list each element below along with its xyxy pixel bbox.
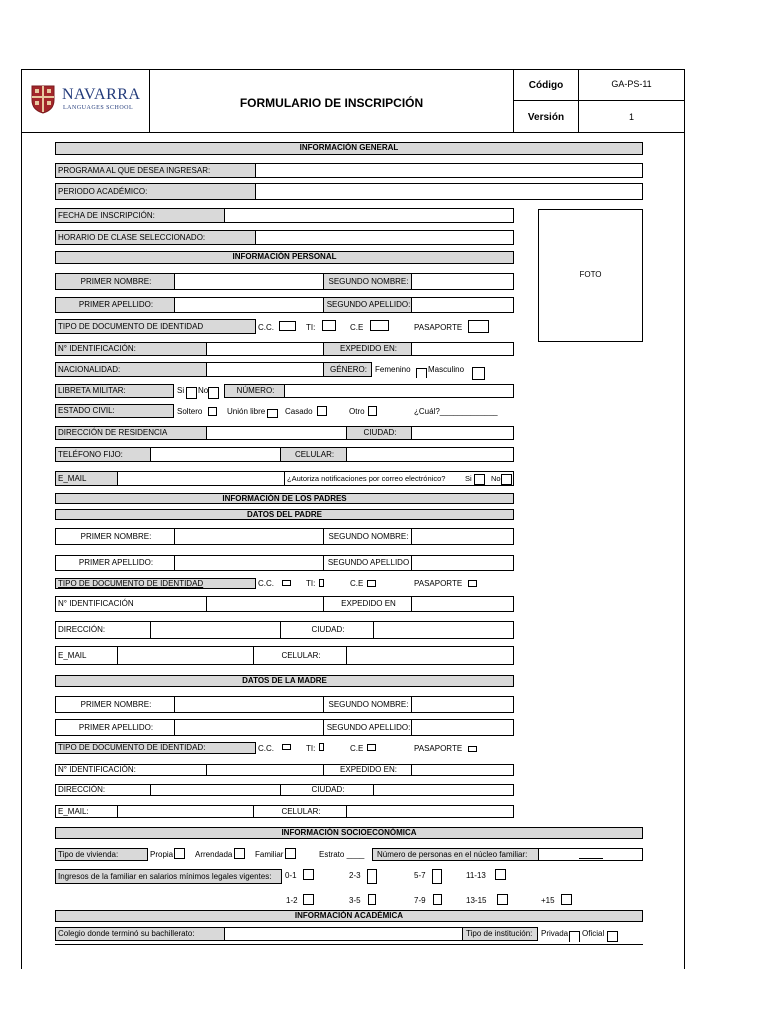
email-label-cell — [55, 471, 118, 486]
primer-apellido-label-cell — [55, 297, 175, 313]
segundo-apellido-label-cell — [323, 297, 412, 313]
p-email-input[interactable] — [117, 646, 254, 665]
direccion-label: DIRECCIÓN DE RESIDENCIA — [58, 428, 168, 437]
code-value-cell — [578, 69, 685, 101]
libreta-no-label: No — [198, 386, 209, 395]
m-primer-nombre-input[interactable] — [174, 696, 324, 713]
p-expedido-input[interactable] — [411, 596, 514, 612]
personas-input[interactable] — [538, 848, 643, 861]
p-primer-apellido-label: PRIMER APELLIDO: — [78, 558, 154, 567]
telefono-label-cell — [55, 447, 151, 462]
m-segundo-nombre-label: SEGUNDO NOMBRE: — [328, 700, 409, 709]
p-primer-nombre-label: PRIMER NOMBRE: — [80, 532, 152, 541]
section-informacion-padres: INFORMACIÓN DE LOS PADRES — [55, 493, 514, 504]
logo-subtitle: LANGUAGES SCHOOL — [63, 105, 134, 111]
tipo-institucion-label-cell — [462, 927, 538, 941]
nacionalidad-input[interactable] — [206, 362, 324, 377]
m-expedido-label-cell — [323, 764, 412, 776]
m-celular-label-cell — [253, 805, 347, 818]
arrendada-label: Arrendada — [195, 850, 233, 859]
code-label: Código — [528, 80, 564, 91]
m-cc-label: C.C. — [258, 744, 274, 753]
femenino-label: Femenino — [375, 365, 411, 374]
range-1-2-label: 1-2 — [286, 896, 298, 905]
m-primer-nombre-label-cell — [55, 696, 175, 713]
nacionalidad-label-cell — [55, 362, 207, 377]
vivienda-label-cell — [55, 848, 148, 861]
colegio-label: Colegio donde terminó su bachillerato: — [58, 929, 195, 938]
numero-label: NÚMERO: — [236, 386, 275, 395]
p-segundo-nombre-label: SEGUNDO NOMBRE: — [328, 532, 409, 541]
propia-label: Propia — [150, 850, 174, 859]
range-2-3-checkbox[interactable] — [367, 869, 377, 884]
cc-label: C.C. — [258, 323, 274, 332]
celular-label: CELULAR: — [294, 450, 335, 459]
colegio-label-cell — [55, 927, 225, 941]
email-input[interactable] — [117, 471, 285, 486]
p-tipo-doc-label: TIPO DE DOCUMENTO DE IDENTIDAD — [58, 579, 204, 588]
range-0-1-label: 0-1 — [285, 871, 297, 880]
primer-nombre-label: PRIMER NOMBRE: — [80, 277, 152, 286]
m-expedido-input[interactable] — [411, 764, 514, 776]
range-2-3-label: 2-3 — [349, 871, 361, 880]
logo-name: NAVARRA — [62, 86, 141, 103]
m-tipo-doc-label: TIPO DE DOCUMENTO DE IDENTIDAD: — [58, 743, 206, 752]
telefono-input[interactable] — [150, 447, 281, 462]
p-segundo-apellido-label-cell — [323, 555, 412, 571]
direccion-label-cell — [55, 426, 207, 440]
segundo-apellido-input[interactable] — [411, 297, 514, 313]
libreta-si-checkbox[interactable] — [186, 387, 197, 399]
bottom-rule — [55, 944, 643, 945]
otro-label: Otro — [349, 407, 365, 416]
autoriza-si-label: Si — [465, 474, 472, 483]
estado-civil-label-cell — [55, 404, 174, 418]
version-label: Versión — [527, 112, 565, 123]
m-celular-label: CELULAR: — [281, 807, 321, 816]
p-ti-label: TI: — [306, 579, 316, 588]
m-ce-checkbox[interactable] — [367, 744, 376, 751]
p-primer-apellido-input[interactable] — [174, 555, 324, 571]
identificacion-label-cell — [55, 342, 207, 356]
p-primer-apellido-label-cell — [55, 555, 175, 571]
m-pasaporte-checkbox[interactable] — [468, 746, 477, 752]
m-direccion-label-cell — [55, 784, 151, 796]
p-segundo-apellido-input[interactable] — [411, 555, 514, 571]
ce-checkbox[interactable] — [370, 320, 389, 331]
photo-label: FOTO — [579, 270, 602, 279]
p-tipo-doc-label-cell — [55, 578, 256, 589]
casado-label: Casado — [285, 407, 313, 416]
p-segundo-apellido-label: SEGUNDO APELLIDO — [327, 558, 410, 567]
autoriza-cell — [284, 471, 514, 486]
privada-checkbox[interactable] — [569, 931, 580, 942]
cual-label: ¿Cuál?_____________ — [414, 407, 498, 416]
code-label-cell — [513, 69, 579, 101]
m-identificacion-label-cell — [55, 764, 207, 776]
m-primer-apellido-input[interactable] — [174, 719, 324, 736]
p-pasaporte-label: PASAPORTE — [414, 579, 463, 588]
p-primer-nombre-input[interactable] — [174, 528, 324, 545]
propia-checkbox[interactable] — [174, 848, 185, 859]
ti-label: TI: — [306, 323, 316, 332]
m-pasaporte-label: PASAPORTE — [414, 744, 463, 753]
p-expedido-label-cell — [323, 596, 412, 612]
p-ciudad-input[interactable] — [373, 621, 514, 639]
p-ciudad-label-cell — [280, 621, 374, 639]
m-ti-label: TI: — [306, 744, 316, 753]
range-15-plus-checkbox[interactable] — [561, 894, 572, 905]
pasaporte-label: PASAPORTE — [414, 323, 463, 332]
section-informacion-personal: INFORMACIÓN PERSONAL — [55, 251, 514, 264]
oficial-label: Oficial — [582, 929, 605, 938]
m-expedido-label: EXPEDIDO EN: — [340, 765, 397, 774]
familiar-label: Familiar — [255, 850, 284, 859]
p-cc-label: C.C. — [258, 579, 274, 588]
horario-label: HORARIO DE CLASE SELECCIONADO: — [58, 233, 206, 242]
horario-label-cell — [55, 230, 256, 245]
p-email-label-cell — [55, 646, 118, 665]
periodo-label-cell — [55, 183, 256, 200]
segundo-apellido-label: SEGUNDO APELLIDO: — [326, 300, 411, 309]
expedido-input[interactable] — [411, 342, 514, 356]
range-7-9-label: 7-9 — [414, 896, 426, 905]
fecha-label-cell — [55, 208, 225, 223]
ingresos-label: Ingresos de la familiar en salarios mínimos legales vigentes: — [58, 872, 272, 881]
personas-label: Número de personas en el núcleo familiar: — [377, 850, 528, 859]
email-label: E_MAIL — [58, 474, 87, 483]
programa-label: PROGRAMA AL QUE DESEA INGRESAR: — [58, 166, 211, 175]
p-segundo-nombre-input[interactable] — [411, 528, 514, 545]
range-13-15-label: 13-15 — [466, 896, 487, 905]
direccion-input[interactable] — [206, 426, 347, 440]
libreta-label-cell — [55, 384, 174, 398]
libreta-no-checkbox[interactable] — [208, 387, 219, 399]
version-value-cell — [578, 100, 685, 133]
range-11-13-label: 11-13 — [466, 871, 486, 880]
telefono-label: TELÉFONO FIJO: — [58, 450, 123, 459]
m-primer-apellido-label-cell — [55, 719, 175, 736]
numero-label-cell — [224, 384, 285, 398]
genero-label: GÉNERO: — [330, 365, 367, 374]
p-identificacion-label: N° IDENTIFICACIÓN — [58, 599, 134, 608]
m-ciudad-input[interactable] — [373, 784, 514, 796]
p-ciudad-label: CIUDAD: — [311, 625, 345, 634]
periodo-label: PERIODO ACADÉMICO: — [58, 187, 148, 196]
periodo-input[interactable] — [255, 183, 643, 200]
m-tipo-doc-label-cell — [55, 742, 256, 754]
m-identificacion-label: N° IDENTIFICACIÓN: — [58, 765, 136, 774]
identificacion-label: N° IDENTIFICACIÓN: — [58, 344, 136, 353]
fecha-input[interactable] — [224, 208, 514, 223]
otro-checkbox[interactable] — [368, 406, 377, 416]
p-primer-nombre-label-cell — [55, 528, 175, 545]
range-13-15-checkbox[interactable] — [497, 894, 508, 905]
m-direccion-input[interactable] — [150, 784, 281, 796]
p-pasaporte-checkbox[interactable] — [468, 580, 477, 587]
code-value: GA-PS-11 — [611, 79, 652, 89]
p-ce-checkbox[interactable] — [367, 580, 376, 587]
vivienda-label: Tipo de vivienda: — [58, 850, 119, 859]
range-5-7-checkbox[interactable] — [432, 869, 442, 884]
logo-cell — [21, 69, 150, 133]
segundo-nombre-label-cell — [323, 273, 412, 290]
arrendada-checkbox[interactable] — [234, 848, 245, 859]
m-email-label-cell — [55, 805, 118, 818]
libreta-label: LIBRETA MILITAR: — [58, 386, 126, 395]
libreta-si-label: Si — [177, 386, 185, 395]
soltero-label: Soltero — [177, 407, 203, 416]
p-celular-label: CELULAR: — [281, 651, 321, 660]
range-5-7-label: 5-7 — [414, 871, 426, 880]
tipo-doc-label-cell — [55, 319, 256, 334]
identificacion-input[interactable] — [206, 342, 324, 356]
expedido-label: EXPEDIDO EN: — [340, 344, 397, 353]
p-ce-label: C.E — [350, 579, 364, 588]
range-3-5-label: 3-5 — [349, 896, 361, 905]
range-7-9-checkbox[interactable] — [433, 894, 442, 905]
m-segundo-nombre-label-cell — [323, 696, 412, 713]
privada-label: Privada — [541, 929, 569, 938]
p-ti-checkbox[interactable] — [319, 579, 324, 587]
range-1-2-checkbox[interactable] — [303, 894, 314, 905]
m-email-input[interactable] — [117, 805, 254, 818]
autoriza-si-checkbox[interactable] — [474, 474, 485, 485]
primer-apellido-input[interactable] — [174, 297, 324, 313]
segundo-nombre-label: SEGUNDO NOMBRE: — [328, 277, 409, 286]
genero-label-cell — [323, 362, 372, 377]
p-direccion-label-cell — [55, 621, 151, 639]
ciudad-label: CIUDAD: — [363, 428, 397, 437]
union-label: Unión libre — [227, 407, 266, 416]
masculino-checkbox[interactable] — [472, 367, 485, 380]
union-checkbox[interactable] — [267, 409, 278, 418]
primer-apellido-label: PRIMER APELLIDO: — [78, 300, 154, 309]
title-cell — [149, 69, 514, 133]
familiar-checkbox[interactable] — [285, 848, 296, 859]
pasaporte-checkbox[interactable] — [468, 320, 489, 333]
oficial-checkbox[interactable] — [607, 931, 618, 942]
autoriza-label: ¿Autoriza notificaciones por correo electrónico? — [287, 474, 446, 483]
m-identificacion-input[interactable] — [206, 764, 324, 776]
expedido-label-cell — [323, 342, 412, 356]
m-celular-input[interactable] — [346, 805, 514, 818]
casado-checkbox[interactable] — [317, 406, 327, 416]
fecha-label: FECHA DE INSCRIPCIÓN: — [58, 211, 155, 220]
ciudad-label-cell — [346, 426, 412, 440]
m-segundo-nombre-input[interactable] — [411, 696, 514, 713]
m-email-label: E_MAIL: — [58, 807, 89, 816]
p-cc-checkbox[interactable] — [282, 580, 291, 586]
p-segundo-nombre-label-cell — [323, 528, 412, 545]
soltero-checkbox[interactable] — [208, 407, 217, 416]
programa-label-cell — [55, 163, 256, 178]
femenino-checkbox[interactable] — [416, 368, 427, 378]
ingresos-label-cell — [55, 869, 282, 884]
horario-input[interactable] — [255, 230, 514, 245]
m-primer-apellido-label: PRIMER APELLIDO: — [78, 723, 154, 732]
nacionalidad-label: NACIONALIDAD: — [58, 365, 121, 374]
version-value: 1 — [628, 112, 634, 122]
section-informacion-academica: INFORMACIÓN ACADÉMICA — [55, 910, 643, 922]
ce-label: C.E — [350, 323, 364, 332]
ti-checkbox[interactable] — [322, 320, 336, 331]
p-celular-input[interactable] — [346, 646, 514, 665]
numero-input[interactable] — [284, 384, 514, 398]
segundo-nombre-input[interactable] — [411, 273, 514, 290]
personas-label-cell — [372, 848, 539, 861]
p-celular-label-cell — [253, 646, 347, 665]
m-segundo-apellido-label-cell — [323, 719, 412, 736]
m-ti-checkbox[interactable] — [319, 743, 324, 751]
m-cc-checkbox[interactable] — [282, 744, 291, 750]
page-title: FORMULARIO DE INSCRIPCIÓN — [239, 96, 424, 110]
section-datos-madre: DATOS DE LA MADRE — [55, 675, 514, 687]
p-identificacion-input[interactable] — [206, 596, 324, 612]
m-ciudad-label: CIUDAD: — [311, 785, 345, 794]
m-segundo-apellido-input[interactable] — [411, 719, 514, 736]
range-3-5-checkbox[interactable] — [368, 894, 376, 905]
celular-label-cell — [280, 447, 347, 462]
cc-checkbox[interactable] — [279, 321, 296, 331]
p-email-label: E_MAIL — [58, 651, 87, 660]
ciudad-input[interactable] — [411, 426, 514, 440]
photo-box[interactable] — [538, 209, 643, 342]
section-informacion-socioeconomica: INFORMACIÓN SOCIOECONÓMICA — [55, 827, 643, 839]
celular-input[interactable] — [346, 447, 514, 462]
colegio-input[interactable] — [224, 927, 463, 941]
estado-civil-label: ESTADO CIVIL: — [58, 406, 115, 415]
primer-nombre-input[interactable] — [174, 273, 324, 290]
range-15-plus-label: +15 — [541, 896, 555, 905]
range-11-13-checkbox[interactable] — [495, 869, 506, 880]
section-datos-padre: DATOS DEL PADRE — [55, 509, 514, 520]
m-direccion-label: DIRECCIÓN: — [58, 785, 106, 794]
autoriza-no-checkbox[interactable] — [501, 474, 512, 485]
m-segundo-apellido-label: SEGUNDO APELLIDO: — [326, 723, 411, 732]
version-label-cell — [513, 100, 579, 133]
p-direccion-label: DIRECCIÓN: — [58, 625, 106, 634]
tipo-institucion-label: Tipo de institución: — [466, 929, 533, 938]
masculino-label: Masculino — [428, 365, 465, 374]
p-expedido-label: EXPEDIDO EN — [341, 599, 396, 608]
p-identificacion-label-cell — [55, 596, 207, 612]
m-primer-nombre-label: PRIMER NOMBRE: — [80, 700, 152, 709]
crest-icon — [30, 84, 56, 114]
section-informacion-general: INFORMACIÓN GENERAL — [55, 142, 643, 155]
m-ce-label: C.E — [350, 744, 364, 753]
programa-input[interactable] — [255, 163, 643, 178]
estrato-label: Estrato ____ — [319, 850, 365, 859]
range-0-1-checkbox[interactable] — [303, 869, 314, 880]
m-ciudad-label-cell — [280, 784, 374, 796]
primer-nombre-label-cell — [55, 273, 175, 290]
p-direccion-input[interactable] — [150, 621, 281, 639]
autoriza-no-label: No — [491, 474, 501, 483]
tipo-doc-label: TIPO DE DOCUMENTO DE IDENTIDAD — [58, 322, 204, 331]
